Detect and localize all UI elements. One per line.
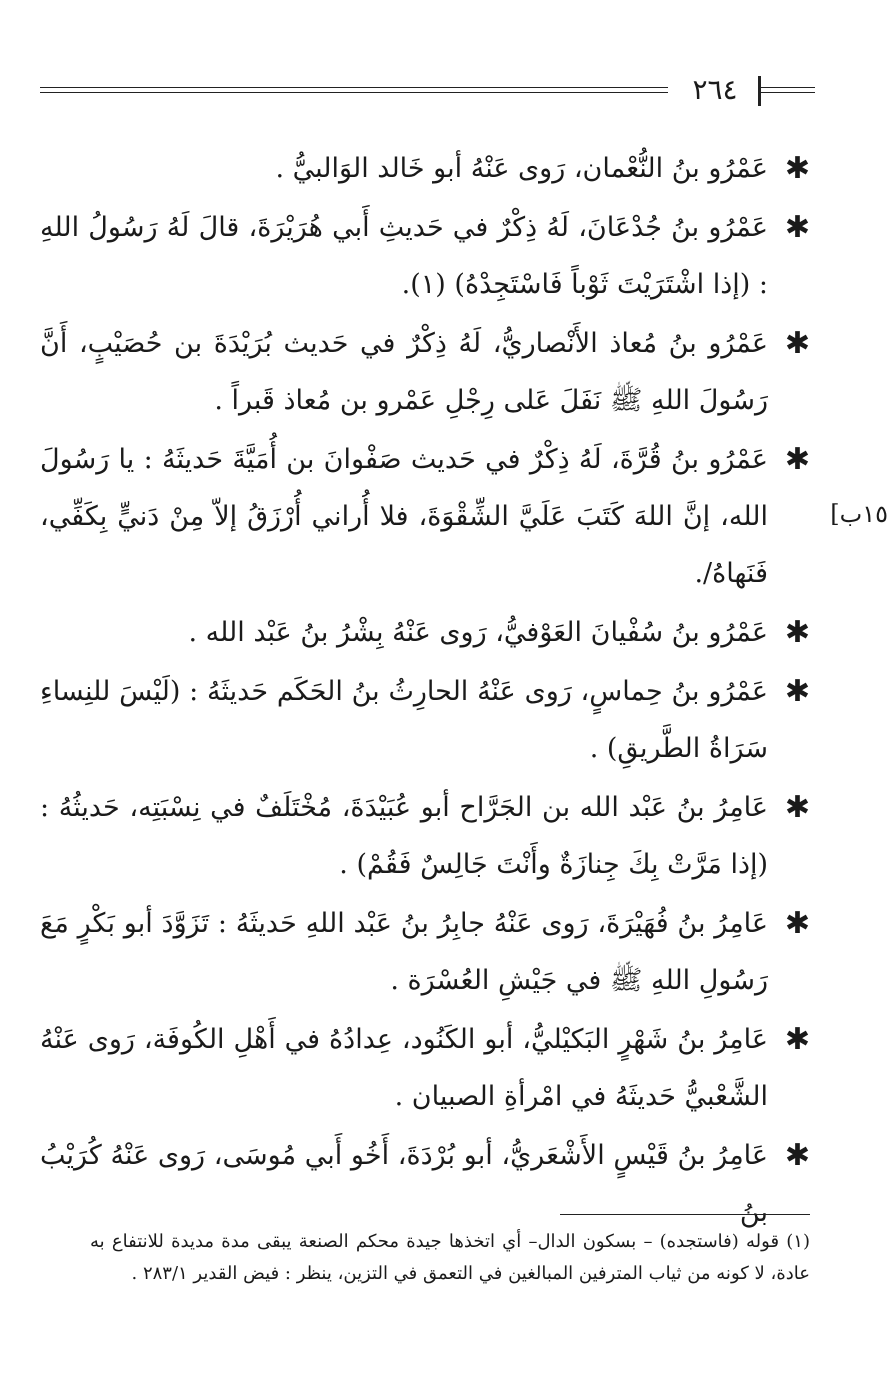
- margin-note: ١٥ب]: [830, 500, 888, 528]
- asterisk-icon: ✱: [784, 210, 810, 245]
- page-header: [40, 73, 815, 116]
- entry-text: عَمْرُو بنُ جُدْعَانَ، لَهُ ذِكْرٌ في حَديثِ أَبي هُرَيْرَةَ، قالَ لَهُ رَسُولُ اللهِ : (إذا اشْتَرَيْتَ ثَوْباً فَاسْتَجِدْهُ) (١).: [40, 212, 768, 300]
- footnote: (١) قوله (فاستجده) – بسكون الدال– أي اتخذها جيدة محكم الصنعة يبقى مدة مديدة للانتفاع به عادة، لا كونه من ثياب المترفين المبالغين في التعمق في التزين، ينظر : فيض القدير ٢٨٣/١ .: [90, 1231, 810, 1284]
- entry: [40, 779, 810, 893]
- footnote-separator: [560, 1214, 810, 1215]
- asterisk-icon: ✱: [784, 1138, 810, 1173]
- entry-text: عَمْرُو بنُ قُرَّةَ، لَهُ ذِكْرٌ في حَديث صَفْوانَ بن أُمَيَّةَ حَديثَهُ : يا رَسُولَ الله، إنَّ اللهَ كَتَبَ عَلَيَّ الشِّقْوَةَ، فلا أُراني أُرْزَقُ إلاّ مِنْ دَنيٍّ بِكَفِّي، فَنَهاهُ/.: [40, 444, 768, 589]
- entry: [40, 1011, 810, 1125]
- asterisk-icon: ✱: [784, 906, 810, 941]
- entry: [40, 663, 810, 777]
- asterisk-icon: ✱: [784, 151, 810, 186]
- page-number: ٢٦٤: [692, 73, 738, 106]
- entry: [40, 140, 810, 197]
- asterisk-icon: ✱: [784, 326, 810, 361]
- header-rule-left: [40, 87, 668, 93]
- entry-text: عَمْرُو بنُ مُعاذ الأَنْصاريُّ، لَهُ ذِكْرٌ في حَديث بُرَيْدَةَ بن حُصَيْبٍ، أَنَّ رَسُولَ اللهِ ﷺ نَفَلَ عَلى رِجْلِ عَمْرو بن مُعاذ قَبراً .: [40, 328, 768, 416]
- entry-text: عَامِرُ بنُ عَبْد الله بن الجَرَّاح أبو عُبَيْدَةَ، مُخْتَلَفٌ في نِسْبَتِه، حَديثُهُ : (إذا مَرَّتْ بِكَ جِنازَةٌ وأَنْتَ جَالِسٌ فَقُمْ) .: [40, 792, 768, 880]
- asterisk-icon: ✱: [784, 674, 810, 709]
- asterisk-icon: ✱: [784, 442, 810, 477]
- entry: [40, 431, 810, 602]
- header-rule-right: [761, 87, 815, 93]
- asterisk-icon: ✱: [784, 790, 810, 825]
- asterisk-icon: ✱: [784, 1022, 810, 1057]
- entry: [40, 895, 810, 1009]
- entry-text: عَامِرُ بنُ شَهْرٍ البَكيْليُّ، أبو الكَنُود، عِدادُهُ في أَهْلِ الكُوفَة، رَوى عَنْهُ الشَّعْبيُّ حَديثَهُ في امْرأةِ الصبيان .: [40, 1024, 768, 1112]
- entry-text: عَمْرُو بنُ سُفْيانَ العَوْفيُّ، رَوى عَنْهُ بِشْرُ بنُ عَبْد الله .: [188, 617, 768, 648]
- entry: [40, 1127, 810, 1241]
- entry: [40, 199, 810, 313]
- asterisk-icon: ✱: [784, 615, 810, 650]
- entry: [40, 604, 810, 661]
- entry-text: عَامِرُ بنُ فُهَيْرَةَ، رَوى عَنْهُ جابِرُ بنُ عَبْد اللهِ حَديثَهُ : تَزَوَّدَ أبو بَكْرٍ مَعَ رَسُولِ اللهِ ﷺ في جَيْشِ العُسْرَة .: [40, 908, 769, 996]
- entry-text: عَمْرُو بنُ النُّعْمان، رَوى عَنْهُ أبو خَالد الوَالبيُّ .: [275, 153, 768, 184]
- main-text: [40, 140, 810, 1243]
- entry-text: عَامِرُ بنُ قَيْسٍ الأَشْعَريُّ، أبو بُرْدَةَ، أَخُو أَبي مُوسَى، رَوى عَنْهُ كُرَيْبُ بنُ: [40, 1140, 768, 1228]
- entry: [40, 315, 810, 429]
- entry-text: عَمْرُو بنُ حِماسٍ، رَوى عَنْهُ الحارِثُ بنُ الحَكَم حَديثَهُ : (لَيْسَ للنِساءِ سَرَاةُ الطَّريقِ) .: [40, 676, 768, 764]
